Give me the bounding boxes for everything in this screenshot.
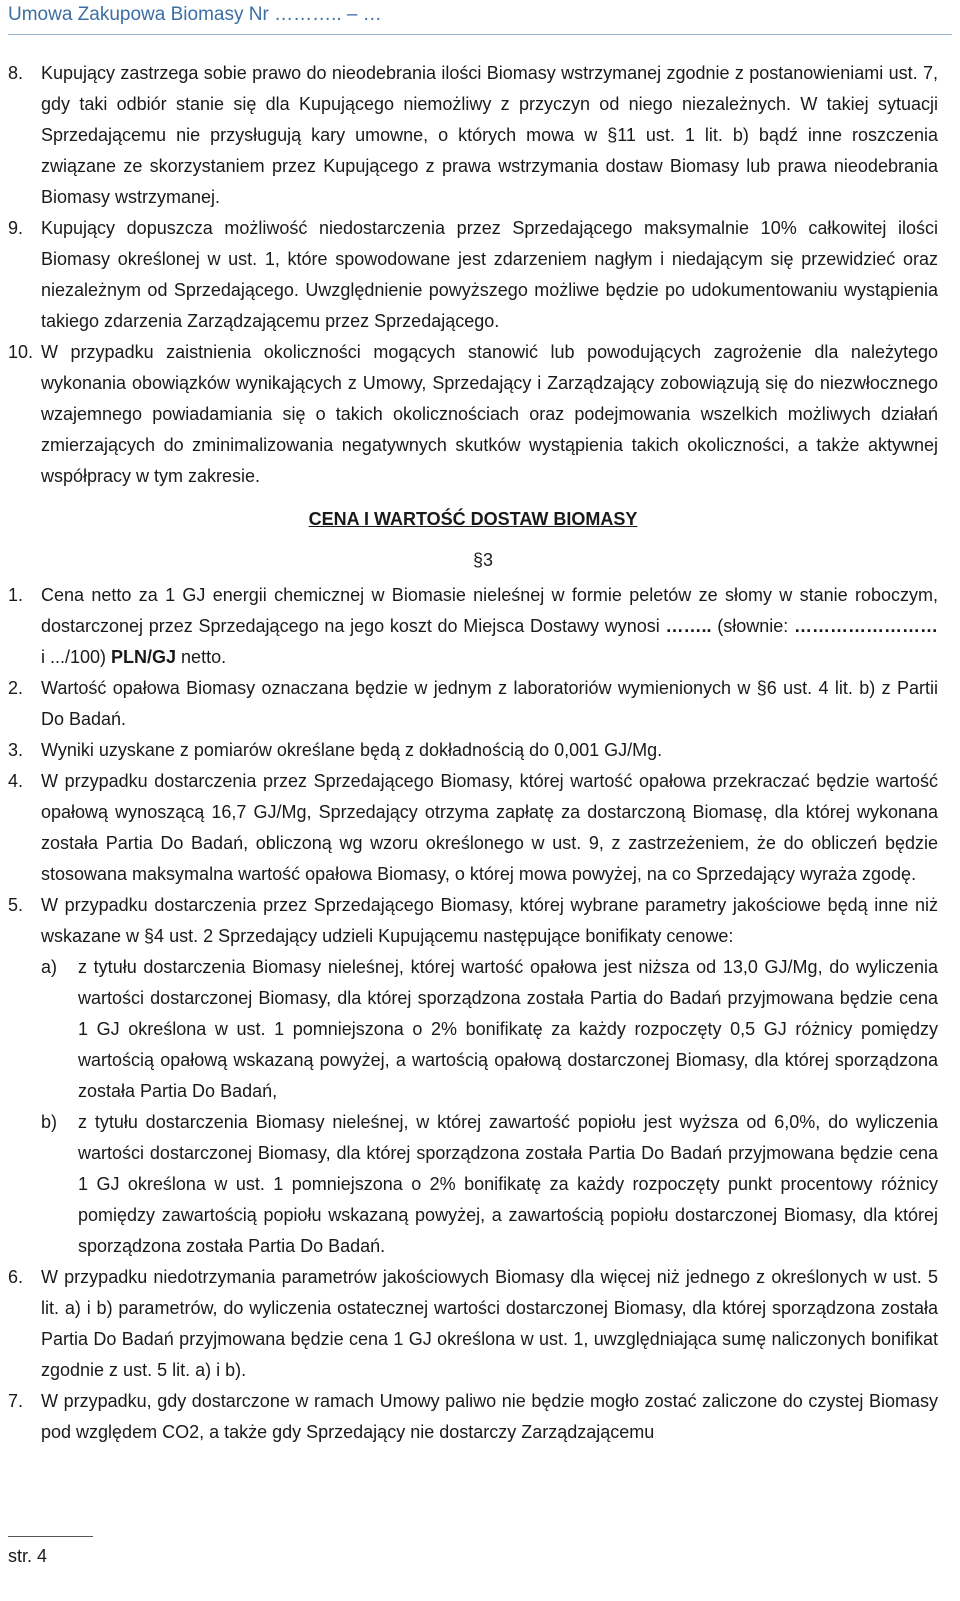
list-item-9 bbox=[8, 213, 938, 337]
item-number: 5. bbox=[8, 895, 24, 915]
price-words-placeholder: …………………… bbox=[794, 616, 938, 636]
item-number: 1. bbox=[8, 585, 24, 605]
sub-item-text: z tytułu dostarczenia Biomasy nieleśnej, której wartość opałowa jest niższa od 13,0 GJ/Mg, do wyliczenia wartości dostarczonej Biomasy, dla której sporządzona została Partia do Badań przyjmowana będzie cena 1 GJ określona w ust. 1 pomniejszona o 2% bonifikatę za każdy rozpoczęty 0,5 GJ różnicy pomiędzy wartością opałową wskazaną powyżej, a wartością opałową dostarczonej Biomasy, dla której sporządzona została Partia Do Badań, bbox=[78, 957, 938, 1101]
currency-unit: PLN/GJ bbox=[111, 647, 177, 667]
paragraph-number: §3 bbox=[472, 550, 494, 570]
item-text: W przypadku zaistnienia okoliczności mogących stanowić lub powodujących zagrożenie dla należytego wykonania obowiązków wynikających z Umowy, Sprzedający i Zarządzający zobowiązują się do niezwłocznego wzajemnego powiadamiania się o takich okolicznościach oraz podejmowania wszelkich możliwych działań zmierzających do zminimalizowania negatywnych skutków wystąpienia takich okoliczności, a także aktywnej współpracy w tym zakresie. bbox=[41, 342, 938, 486]
sub-item-b bbox=[8, 1107, 938, 1262]
list-item-5 bbox=[8, 890, 938, 952]
document-title: Umowa Zakupowa Biomasy Nr ……….. – … bbox=[8, 4, 382, 25]
item-number: 3. bbox=[8, 740, 24, 760]
item-text: netto. bbox=[176, 647, 227, 667]
item-number: 10. bbox=[8, 342, 34, 362]
item-text: Kupujący zastrzega sobie prawo do nieodebrania ilości Biomasy wstrzymanej zgodnie z postanowieniami ust. 7, gdy taki odbiór stanie się dla Kupującego niemożliwy z przyczyn od niego niezależnych. W takiej sytuacji Sprzedającemu nie przysługują kary umowne, o których mowa w §11 ust. 1 lit. b) bądź inne roszczenia związane ze skorzystaniem przez Kupującego z prawa wstrzymania dostaw Biomasy lub prawa nieodebrania Biomasy wstrzymanej. bbox=[41, 63, 938, 207]
page-footer bbox=[0, 1530, 960, 1601]
page-number: str. 4 bbox=[8, 1546, 48, 1566]
item-number: 6. bbox=[8, 1267, 24, 1287]
list-item-10 bbox=[8, 337, 938, 492]
document-body bbox=[8, 58, 938, 1448]
section-heading: CENA I WARTOŚĆ DOSTAW BIOMASY bbox=[308, 509, 638, 529]
item-number: 8. bbox=[8, 63, 24, 83]
price-placeholder: …….. bbox=[665, 616, 712, 636]
list-item-3 bbox=[8, 735, 938, 766]
item-text: Wyniki uzyskane z pomiarów określane będą z dokładnością do 0,001 GJ/Mg. bbox=[41, 740, 663, 760]
page-header bbox=[8, 0, 952, 35]
list-item-7 bbox=[8, 1386, 938, 1448]
item-number: 4. bbox=[8, 771, 24, 791]
item-text: i .../100) bbox=[41, 647, 112, 667]
item-text: W przypadku dostarczenia przez Sprzedającego Biomasy, której wybrane parametry jakościowe będą inne niż wskazane w §4 ust. 2 Sprzedający udzieli Kupującemu następujące bonifikaty cenowe: bbox=[41, 895, 938, 946]
sub-item-text: z tytułu dostarczenia Biomasy nieleśnej, w której zawartość popiołu jest wyższa od 6,0%, do wyliczenia wartości dostarczonej Biomasy, dla której sporządzona została Partia Do Badań przyjmowana będzie cena 1 GJ określona w ust. 1 pomniejszona o 2% bonifikatę za każdy rozpoczęty punkt procentowy różnicy pomiędzy zawartością popiołu wskazaną powyżej, a zawartością popiołu dostarczonej Biomasy, dla której sporządzona została Partia Do Badań. bbox=[78, 1112, 938, 1256]
item-text: W przypadku, gdy dostarczone w ramach Umowy paliwo nie będzie mogło zostać zaliczone do czystej Biomasy pod względem CO2, a także gdy Sprzedający nie dostarczy Zarządzającemu bbox=[41, 1391, 938, 1442]
item-text: (słownie: bbox=[711, 616, 794, 636]
sub-item-letter: a) bbox=[41, 957, 58, 977]
footer-divider bbox=[8, 1536, 93, 1537]
list-item-4 bbox=[8, 766, 938, 890]
list-item-2 bbox=[8, 673, 938, 735]
item-number: 9. bbox=[8, 218, 24, 238]
item-number: 7. bbox=[8, 1391, 24, 1411]
item-text: Kupujący dopuszcza możliwość niedostarczenia przez Sprzedającego maksymalnie 10% całkowitej ilości Biomasy określonej w ust. 1, które spowodowane jest zdarzeniem nagłym i niedającym się przewidzieć oraz niezależnym od Sprzedającego. Uwzględnienie powyższego możliwe będzie po udokumentowaniu wystąpienia takiego zdarzenia Zarządzającemu przez Sprzedającego. bbox=[41, 218, 938, 331]
sub-item-a bbox=[8, 952, 938, 1107]
list-item-8 bbox=[8, 58, 938, 213]
item-text: W przypadku dostarczenia przez Sprzedającego Biomasy, której wartość opałowa przekraczać będzie wartość opałową wynoszącą 16,7 GJ/Mg, Sprzedający otrzyma zapłatę za dostarczoną Biomasę, dla której wykonana została Partia Do Badań, obliczoną wg wzoru określonego w ust. 9, z zastrzeżeniem, że do obliczeń będzie stosowana maksymalna wartość opałowa Biomasy, o której mowa powyżej, na co Sprzedający wyraża zgodę. bbox=[41, 771, 938, 884]
item-text: W przypadku niedotrzymania parametrów jakościowych Biomasy dla więcej niż jednego z określonych w ust. 5 lit. a) i b) parametrów, do wyliczenia ostatecznej wartości dostarczonej Biomasy, dla której sporządzona została Partia Do Badań przyjmowana będzie cena 1 GJ określona w ust. 1, uwzględniająca sumę naliczonych bonifikat zgodnie z ust. 5 lit. a) i b). bbox=[41, 1267, 938, 1380]
item-text: Wartość opałowa Biomasy oznaczana będzie w jednym z laboratoriów wymienionych w §6 ust. 4 lit. b) z Partii Do Badań. bbox=[41, 678, 938, 729]
list-item-6 bbox=[8, 1262, 938, 1386]
item-number: 2. bbox=[8, 678, 24, 698]
sub-item-letter: b) bbox=[41, 1112, 58, 1132]
list-item-1 bbox=[8, 580, 938, 673]
item-text: Cena netto za 1 GJ energii chemicznej w Biomasie nieleśnej w formie peletów ze słomy w stanie roboczym, dostarczonej przez Sprzedającego na jego koszt do Miejsca Dostawy wynosi bbox=[41, 585, 938, 636]
